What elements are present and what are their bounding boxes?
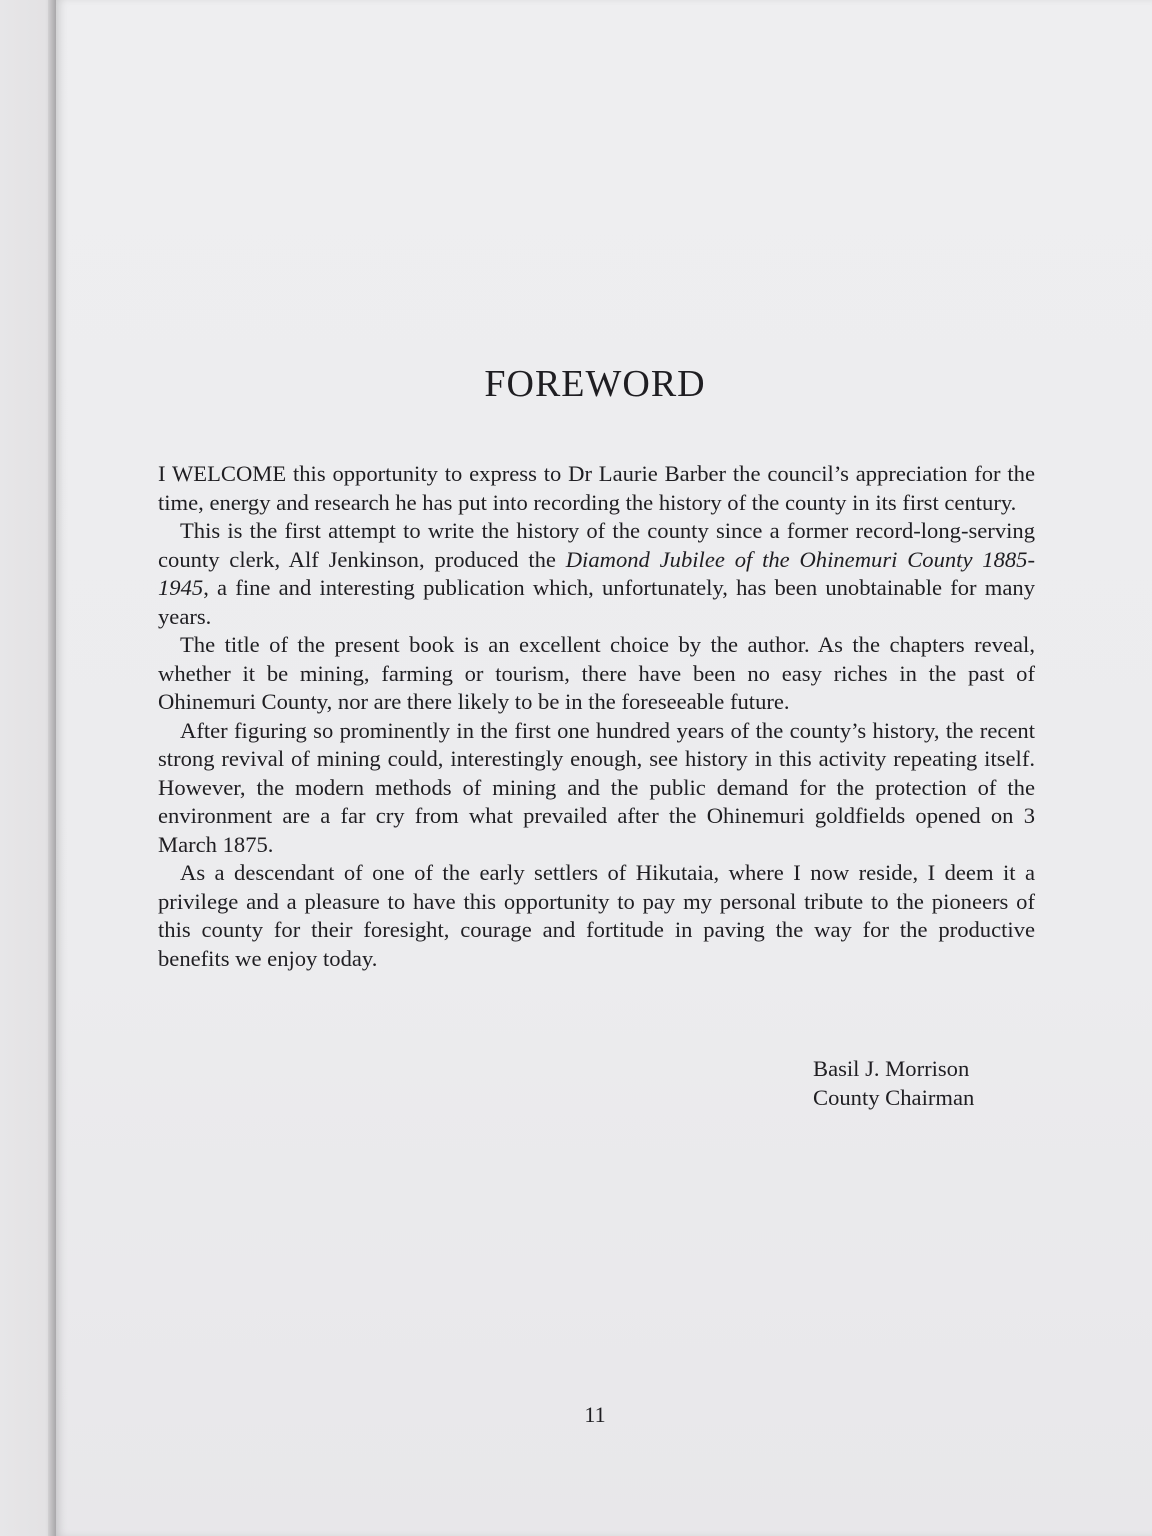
signatory-role: County Chairman — [813, 1085, 975, 1110]
signatory-name: Basil J. Morrison — [813, 1056, 970, 1081]
foreword-body — [158, 460, 1035, 973]
page-number: 11 — [584, 1402, 606, 1427]
paragraph-1: I WELCOME this opportunity to express to Dr Laurie Barber the council’s appreciation for the time, energy and research he has put into recording the history of the county in its first century. — [158, 461, 1035, 515]
paragraph-2-text-end: , a fine and interesting publication which, unfortunately, has been unobtainable for many years. — [158, 575, 1035, 629]
paragraph-2 — [158, 517, 1035, 631]
paragraph-3: The title of the present book is an excellent choice by the author. As the chapters reveal, whether it be mining, farming or tourism, there have been no easy riches in the past of Ohinemuri County, nor are there likely to be in the foreseeable future. — [158, 632, 1035, 714]
page-title: FOREWORD — [484, 363, 706, 405]
paragraph-4: After figuring so prominently in the first one hundred years of the county’s history, the recent strong revival of mining could, interestingly enough, see history in this activity repeating itself. However, the modern methods of mining and the public demand for the protection of the environment are a far cry from what prevailed after the Ohinemuri goldfields opened on 3 March 1875. — [158, 717, 1035, 857]
paragraph-2-text-start: This is the first attempt to write the history of the county since a former record-long-serving county clerk, Alf Jenkinson, produced the — [158, 518, 1035, 572]
book-title-italic: Diamond Jubilee of the Ohinemuri County 1885-1945 — [158, 546, 1035, 600]
signature-block — [813, 1054, 974, 1112]
paragraph-5: As a descendant of one of the early settlers of Hikutaia, where I now reside, I deem it a privilege and a pleasure to have this opportunity to pay my personal tribute to the pioneers of this county for their foresight, courage and fortitude in paving the way for the productive benefits we enjoy today. — [158, 860, 1035, 971]
